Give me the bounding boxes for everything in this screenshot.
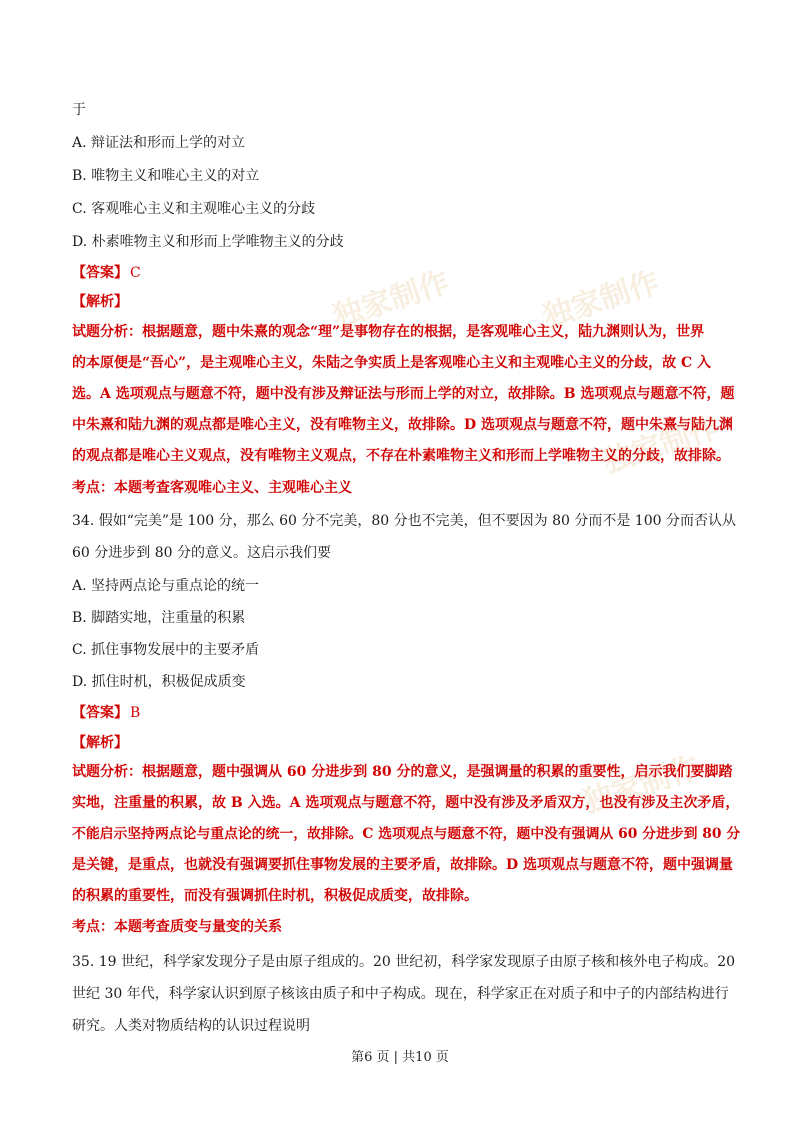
answer-value: B	[130, 705, 141, 721]
answer-label: 【答案】	[72, 705, 128, 721]
kaodian: 考点：本题考查质变与量变的关系	[72, 919, 282, 935]
analysis-line: 试题分析：根据题意，题中朱熹的观念“理”是事物存在的根据，是客观唯心主义，陆九渊则认为，世界	[72, 324, 705, 340]
analysis-line: 的本原便是“吾心”，是主观唯心主义，朱陆之争实质上是客观唯心主义和主观唯心主义的分歧，故 C 入	[72, 355, 711, 371]
option-d: D. 抓住时机，积极促成质变	[72, 674, 246, 690]
question-stem: 研究。人类对物质结构的认识过程说明	[72, 1018, 310, 1034]
option-b: B. 唯物主义和唯心主义的对立	[72, 168, 260, 184]
question-stem: 世纪 30 年代，科学家认识到原子核该由质子和中子构成。现在，科学家正在对质子和中子的内部结构进行	[72, 986, 729, 1002]
analysis-line: 的观点都是唯心主义观点，没有唯物主义观点，不存在朴素唯物主义和形而上学唯物主义的分歧，故排除。	[72, 448, 730, 464]
option-a: A. 辩证法和形而上学的对立	[72, 135, 246, 151]
option-b: B. 脚踏实地，注重量的积累	[72, 610, 246, 626]
page-footer: 第6 页 | 共10 页	[351, 1050, 449, 1065]
answer-label: 【答案】	[72, 265, 128, 281]
analysis-line: 实地，注重量的积累，故 B 入选。A 选项观点与题意不符，题中没有涉及矛盾双方，也没有涉及主次矛盾，	[72, 795, 740, 811]
analysis-label: 【解析】	[72, 294, 128, 310]
answer-line	[72, 263, 141, 283]
answer-value: C	[130, 265, 141, 281]
watermark: 独家制作	[538, 265, 664, 336]
watermark: 独家制作	[328, 265, 454, 336]
analysis-line: 试题分析：根据题意，题中强调从 60 分进步到 80 分的意义，是强调量的积累的重要性，启示我们要脚踏	[72, 764, 733, 780]
watermark: 独家制作	[578, 750, 704, 821]
analysis-line: 是关键，是重点，也就没有强调要抓住事物发展的主要矛盾，故排除。D 选项观点与题意不符，题中强调量	[72, 857, 734, 873]
analysis-line: 选。A 选项观点与题意不符，题中没有涉及辩证法与形而上学的对立，故排除。B 选项观点与题意不符，题	[72, 386, 735, 402]
analysis-label: 【解析】	[72, 735, 128, 751]
option-d: D. 朴素唯物主义和形而上学唯物主义的分歧	[72, 234, 344, 250]
question-stem: 35. 19 世纪，科学家发现分子是由原子组成的。20 世纪初，科学家发现原子由原子核和核外电子构成。20	[72, 954, 736, 970]
kaodian: 考点：本题考查客观唯心主义、主观唯心主义	[72, 480, 352, 496]
analysis-line: 的积累的重要性，而没有强调抓住时机，积极促成质变，故排除。	[72, 888, 478, 904]
question-stem: 34. 假如“完美”是 100 分，那么 60 分不完美，80 分也不完美，但不要因为 80 分而不是 100 分而否认从	[72, 513, 736, 529]
watermark: 独家制作	[598, 410, 724, 481]
option-a: A. 坚持两点论与重点论的统一	[72, 578, 260, 594]
question-stem: 60 分进步到 80 分的意义。这启示我们要	[72, 545, 331, 561]
option-c: C. 客观唯心主义和主观唯心主义的分歧	[72, 201, 316, 217]
question-stem-tail: 于	[72, 102, 86, 118]
option-c: C. 抓住事物发展中的主要矛盾	[72, 642, 260, 658]
analysis-line: 中朱熹和陆九渊的观点都是唯心主义，没有唯物主义，故排除。D 选项观点与题意不符，题中朱熹与陆九渊	[72, 417, 734, 433]
answer-line	[72, 703, 140, 723]
analysis-line: 不能启示坚持两点论与重点论的统一，故排除。C 选项观点与题意不符，题中没有强调从 60 分进步到 80 分	[72, 826, 741, 842]
